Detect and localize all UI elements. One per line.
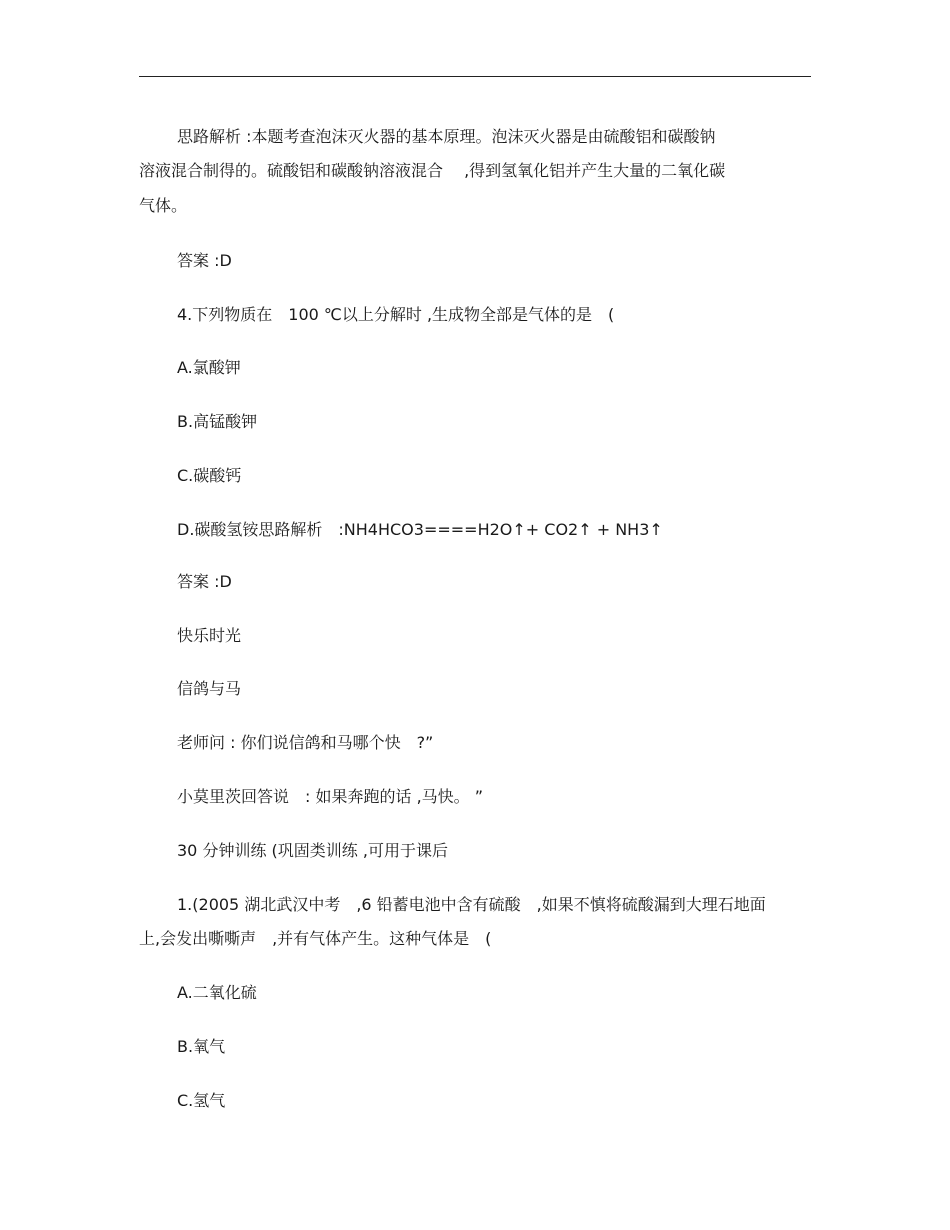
question-4-option-c: C.碳酸钙 bbox=[177, 466, 242, 485]
story-line-2: 小莫里茨回答说 : 如果奔跑的话 ,马快。 ” bbox=[177, 787, 484, 806]
story-line-1: 老师问 : 你们说信鸽和马哪个快 ?” bbox=[177, 733, 434, 752]
analysis-paragraph-line-3: 气体。 bbox=[139, 196, 188, 215]
question-1-stem-line-1: 1.(2005 湖北武汉中考 ,6 铅蓄电池中含有硫酸 ,如果不慎将硫酸漏到大理石地面 bbox=[177, 895, 766, 914]
answer-line: 答案 :D bbox=[177, 251, 232, 270]
question-1-stem-line-2: 上,会发出嘶嘶声 ,并有气体产生。这种气体是 ( bbox=[139, 929, 492, 948]
question-4-option-d-with-analysis: D.碳酸氢铵思路解析 :NH4HCO3====H2O↑+ CO2↑ + NH3↑ bbox=[177, 520, 663, 539]
question-4-stem: 4.下列物质在 100 ℃以上分解时 ,生成物全部是气体的是 ( bbox=[177, 305, 615, 324]
header-rule bbox=[139, 76, 811, 77]
question-4-option-b: B.高锰酸钾 bbox=[177, 412, 258, 431]
story-title: 信鸽与马 bbox=[177, 679, 242, 698]
section-heading-happy-time: 快乐时光 bbox=[177, 626, 242, 645]
section-heading-training: 30 分钟训练 (巩固类训练 ,可用于课后 bbox=[177, 841, 448, 860]
question-1-option-b: B.氧气 bbox=[177, 1037, 226, 1056]
question-1-option-c: C.氢气 bbox=[177, 1091, 226, 1110]
analysis-paragraph-line-1: 思路解析 :本题考查泡沫灭火器的基本原理。泡沫灭火器是由硫酸铝和碳酸钠 bbox=[177, 127, 716, 146]
answer-line-2: 答案 :D bbox=[177, 572, 232, 591]
question-1-option-a: A.二氧化硫 bbox=[177, 983, 257, 1002]
question-4-option-a: A.氯酸钾 bbox=[177, 358, 241, 377]
analysis-paragraph-line-2: 溶液混合制得的。硫酸铝和碳酸钠溶液混合 ,得到氢氧化铝并产生大量的二氧化碳 bbox=[139, 161, 726, 180]
